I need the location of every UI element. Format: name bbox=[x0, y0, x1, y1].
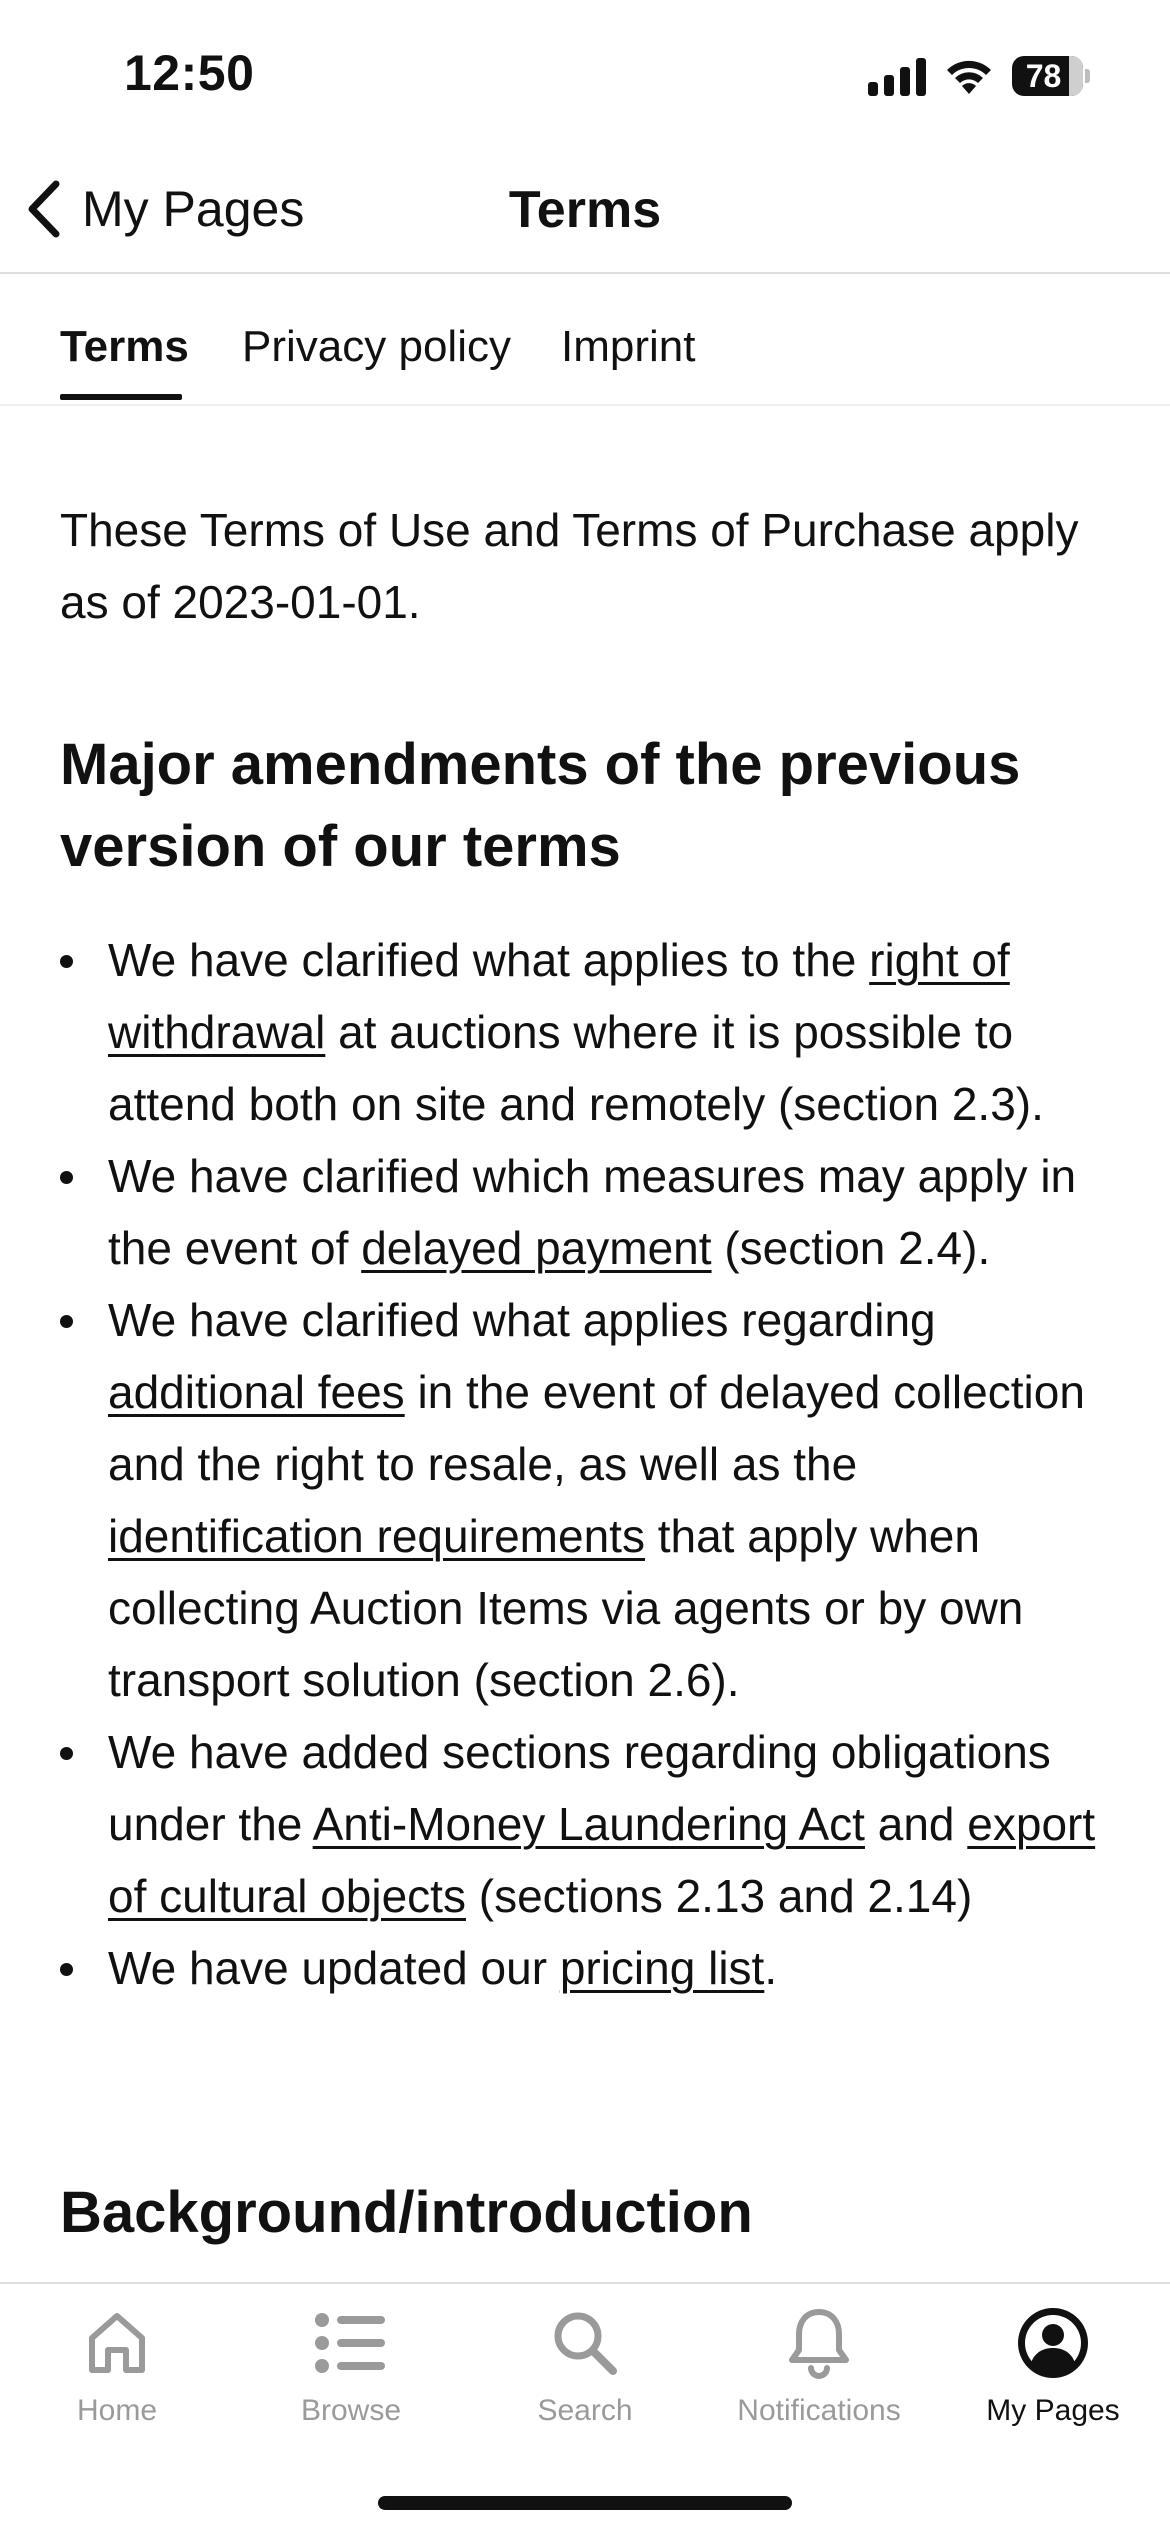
nav-header bbox=[0, 150, 1170, 274]
tab-terms[interactable]: Terms bbox=[60, 322, 189, 371]
tab-bar-my-pages[interactable] bbox=[936, 2298, 1170, 2448]
list-item bbox=[60, 924, 1120, 1140]
bullet-text: We have clarified what applies regarding bbox=[108, 1294, 936, 1346]
pricing-list-link[interactable]: pricing list bbox=[559, 1942, 765, 1994]
export-of-cultural-objects-link[interactable]: export of cultural objects bbox=[108, 1798, 1096, 1922]
amendments-list bbox=[60, 924, 1120, 2004]
bullet-text: in the event of delayed collection and the right to resale, as well as the bbox=[108, 1366, 1085, 1490]
bell-icon bbox=[784, 2306, 854, 2380]
list-item bbox=[60, 1932, 1120, 2004]
tab-bar-label: Notifications bbox=[737, 2394, 901, 2427]
tab-strip bbox=[0, 274, 1170, 406]
identification-requirements-link[interactable]: identification requirements bbox=[108, 1510, 645, 1562]
status-time: 12:50 bbox=[124, 45, 255, 101]
anti-money-laundering-act-link[interactable]: Anti-Money Laundering Act bbox=[312, 1798, 865, 1850]
bullet-text: that apply when collecting Auction Items via agents or by own transport solution (section 2.6). bbox=[108, 1510, 1024, 1706]
battery-level: 78 bbox=[1025, 57, 1062, 94]
tab-bar-search[interactable] bbox=[468, 2298, 702, 2448]
list-item bbox=[60, 1140, 1120, 1284]
search-icon bbox=[550, 2308, 620, 2378]
bullet-text: We have updated our bbox=[108, 1942, 560, 1994]
right-of-withdrawal-link[interactable]: right of withdrawal bbox=[108, 934, 1010, 1058]
bullet-text: . bbox=[764, 1942, 778, 1994]
battery-icon bbox=[1012, 56, 1090, 96]
bullet-text: at auctions where it is possible to attend both on site and remotely (section 2.3). bbox=[108, 1006, 1044, 1130]
tab-bar-browse[interactable] bbox=[234, 2298, 468, 2448]
tab-bar-label: My Pages bbox=[986, 2394, 1120, 2427]
status-bar bbox=[0, 0, 1170, 150]
home-indicator bbox=[378, 2496, 792, 2510]
tab-bar-label: Browse bbox=[300, 2394, 402, 2427]
tab-privacy-policy[interactable]: Privacy policy bbox=[242, 322, 511, 371]
tab-imprint[interactable]: Imprint bbox=[561, 322, 696, 371]
tab-bar-label: Home bbox=[76, 2394, 158, 2427]
bullet-text: We have clarified which measures may apply in the event of bbox=[108, 1150, 1077, 1274]
terms-content bbox=[60, 494, 1120, 2245]
intro-paragraph: These Terms of Use and Terms of Purchase apply as of 2023-01-01. bbox=[60, 504, 1079, 628]
cellular-signal-icon bbox=[868, 56, 926, 96]
status-icons bbox=[868, 56, 1090, 96]
tab-bar-label: Search bbox=[537, 2394, 633, 2427]
bullet-text: (section 2.4). bbox=[711, 1222, 991, 1274]
tab-bar-notifications[interactable] bbox=[702, 2298, 936, 2448]
wifi-icon bbox=[944, 56, 994, 96]
bullet-text: We have clarified what applies to the bbox=[108, 934, 870, 986]
back-label: My Pages bbox=[82, 181, 305, 237]
bullet-text: We have added sections regarding obligations under the bbox=[108, 1726, 1051, 1850]
profile-icon bbox=[1015, 2305, 1091, 2381]
background-heading: Background/introduction bbox=[60, 2180, 753, 2245]
amendments-heading: Major amendments of the previous version of our terms bbox=[60, 732, 1021, 879]
page-title: Terms bbox=[508, 181, 662, 239]
tab-bar-home[interactable] bbox=[0, 2298, 234, 2448]
bullet-text: and bbox=[864, 1798, 968, 1850]
home-icon bbox=[82, 2308, 152, 2378]
additional-fees-link[interactable]: additional fees bbox=[108, 1366, 405, 1418]
active-tab-indicator bbox=[60, 394, 182, 400]
delayed-payment-link[interactable]: delayed payment bbox=[361, 1222, 712, 1274]
list-icon bbox=[313, 2308, 389, 2378]
list-item bbox=[60, 1284, 1120, 1716]
bullet-text: (sections 2.13 and 2.14) bbox=[465, 1870, 973, 1922]
list-item bbox=[60, 1716, 1120, 1932]
